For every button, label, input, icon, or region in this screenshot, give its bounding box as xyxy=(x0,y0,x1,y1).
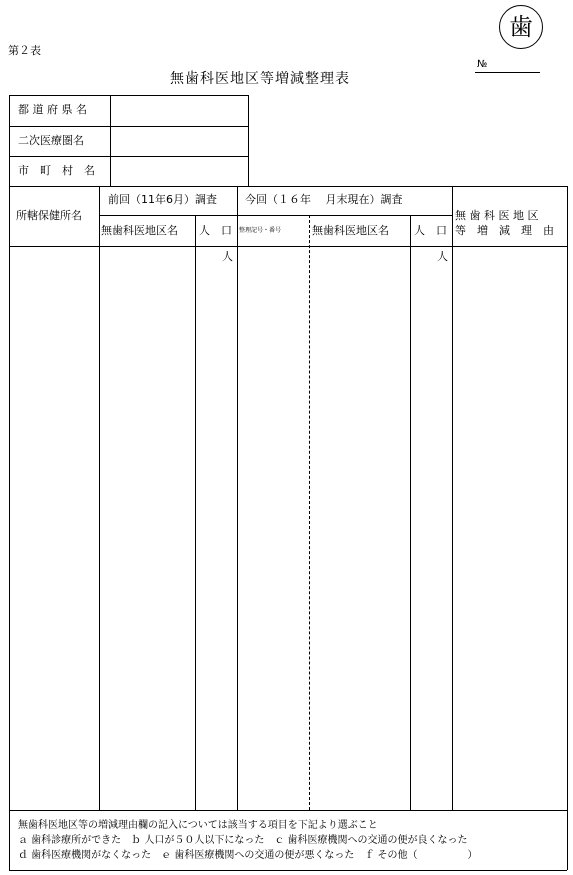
medical-area-label: 二次医療圏名 xyxy=(18,134,84,147)
serial-number-header: 整理記号・番号 xyxy=(239,227,282,234)
prev-population-unit: 人 xyxy=(222,250,233,263)
no-label: № xyxy=(477,59,488,70)
no-underline xyxy=(475,72,540,73)
dental-badge: 歯 xyxy=(499,5,543,49)
notes-intro: 無歯科医地区等の増減理由欄の記入については該当する項目を下記より選ぶこと xyxy=(18,820,378,831)
notes-line-a-c: ａ 歯科診療所ができた ｂ 人口が５０人以下になった ｃ 歯科医療機関への交通の便が良くなった xyxy=(18,835,468,846)
prev-survey-header: 前回（11年6月）調査 xyxy=(108,193,217,206)
health-center-header: 所轄保健所名 xyxy=(16,209,82,222)
curr-area-name-header: 無歯科医地区名 xyxy=(312,224,389,237)
reason-header-line1: 無 歯 科 医 地 区 xyxy=(455,209,539,222)
prev-population-header: 人 口 xyxy=(199,224,232,237)
curr-population-header: 人 口 xyxy=(414,224,447,237)
curr-survey-header: 今回（１６年 月末現在）調査 xyxy=(245,193,403,206)
municipality-label: 市 町 村 名 xyxy=(18,164,95,177)
reason-header-line2: 等 増 減 理 由 xyxy=(455,224,554,237)
serial-dashed-divider xyxy=(309,215,310,810)
table-number: 第２表 xyxy=(8,44,41,57)
prefecture-label: 都 道 府 県 名 xyxy=(18,103,87,116)
page-title: 無歯科医地区等増減整理表 xyxy=(170,71,350,87)
prev-area-name-header: 無歯科医地区名 xyxy=(101,224,178,237)
curr-population-unit: 人 xyxy=(437,250,448,263)
notes-line-d-f: ｄ 歯科医療機関がなくなった ｅ 歯科医療機関への交通の便が悪くなった ｆ その他（ ） xyxy=(18,850,478,861)
